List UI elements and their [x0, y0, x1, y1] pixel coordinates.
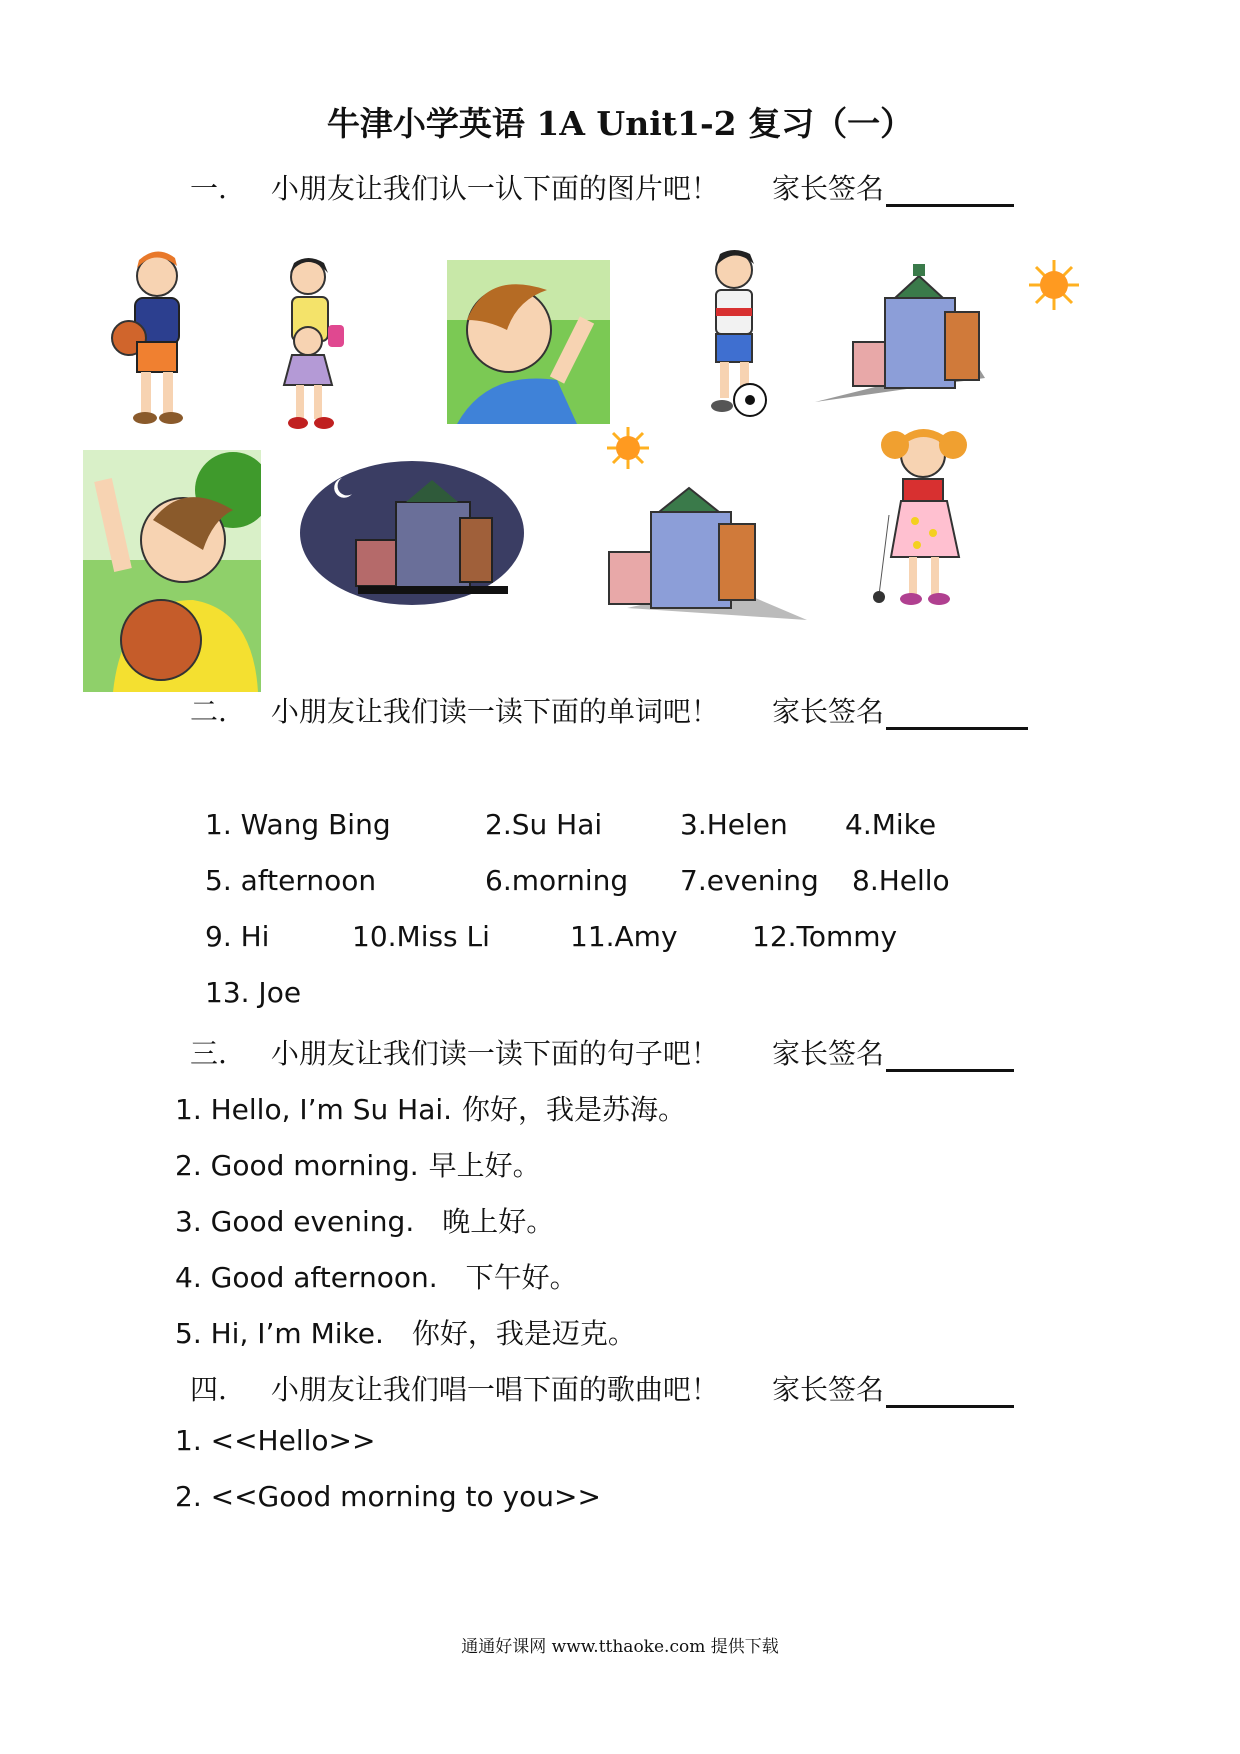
boy-waving-basketball-picture [83, 450, 261, 692]
sentence-english: 3. Good evening. [175, 1205, 415, 1238]
sentence-item [175, 1256, 578, 1296]
sentence-chinese: 下午好。 [465, 1261, 578, 1294]
parent-signature-3[interactable] [772, 1032, 1014, 1072]
sentence-english: 4. Good afternoon. [175, 1261, 438, 1294]
mother-and-girl-picture [268, 255, 358, 435]
sentence-english: 5. Hi, I’m Mike. [175, 1317, 384, 1350]
parent-signature-2[interactable] [772, 690, 1028, 730]
sentence-english: 2. Good morning. [175, 1149, 419, 1182]
word-item: 7.evening [680, 864, 819, 897]
section-2-heading [190, 690, 719, 730]
building-night-picture [300, 458, 525, 608]
building-day-picture [607, 480, 807, 628]
building-afternoon-picture [815, 262, 995, 402]
signature-label: 家长签名 [772, 1037, 885, 1070]
section-4-heading [190, 1368, 719, 1408]
signature-label: 家长签名 [772, 172, 885, 205]
boy-with-football-picture [696, 248, 776, 418]
word-item: 10.Miss Li [352, 920, 490, 953]
song-item: 2. <<Good morning to you>> [175, 1480, 601, 1513]
signature-line[interactable] [886, 1039, 1014, 1072]
word-item: 12.Tommy [752, 920, 898, 953]
page-title: 牛津小学英语 1A Unit1-2 复习（一） [326, 104, 914, 143]
section-instruction: 小朋友让我们唱一唱下面的歌曲吧！ [270, 1373, 719, 1406]
signature-line[interactable] [886, 1375, 1014, 1408]
waving-child-picture [447, 260, 610, 424]
word-item: 1. Wang Bing [205, 808, 391, 841]
sentence-item [175, 1200, 554, 1240]
section-number: 二. [190, 695, 227, 728]
word-item: 13. Joe [205, 976, 302, 1009]
section-instruction: 小朋友让我们读一读下面的句子吧！ [270, 1037, 719, 1070]
word-item: 2.Su Hai [485, 808, 603, 841]
section-number: 一. [190, 172, 227, 205]
word-item: 5. afternoon [205, 864, 377, 897]
section-1-heading [190, 167, 719, 207]
sun-icon [605, 425, 651, 471]
section-instruction: 小朋友让我们读一读下面的单词吧！ [270, 695, 719, 728]
sentence-item [175, 1144, 541, 1184]
section-number: 四. [190, 1373, 227, 1406]
sentence-item [175, 1312, 636, 1352]
signature-label: 家长签名 [772, 695, 885, 728]
section-3-heading [190, 1032, 719, 1072]
sentence-item [175, 1088, 686, 1128]
word-item: 11.Amy [570, 920, 678, 953]
sun-icon [1027, 258, 1081, 312]
word-item: 8.Hello [852, 864, 950, 897]
word-item: 9. Hi [205, 920, 270, 953]
section-number: 三. [190, 1037, 227, 1070]
signature-label: 家长签名 [772, 1373, 885, 1406]
sentence-chinese: 晚上好。 [442, 1205, 555, 1238]
girl-with-yoyo-picture [867, 425, 977, 615]
parent-signature-1[interactable] [772, 167, 1014, 207]
word-item: 4.Mike [845, 808, 937, 841]
sentence-chinese: 你好，我是苏海。 [462, 1093, 687, 1126]
song-item: 1. <<Hello>> [175, 1424, 376, 1457]
sentence-chinese: 早上好。 [428, 1149, 541, 1182]
boy-with-basketball-picture [95, 250, 205, 430]
word-item: 6.morning [485, 864, 629, 897]
sentence-english: 1. Hello, I’m Su Hai. [175, 1093, 453, 1126]
parent-signature-4[interactable] [772, 1368, 1014, 1408]
page-footer: 通通好课网 www.tthaoke.com 提供下载 [461, 1637, 779, 1657]
signature-line[interactable] [886, 174, 1014, 207]
signature-line[interactable] [886, 697, 1028, 730]
section-instruction: 小朋友让我们认一认下面的图片吧！ [270, 172, 719, 205]
sentence-chinese: 你好，我是迈克。 [411, 1317, 636, 1350]
word-item: 3.Helen [680, 808, 788, 841]
